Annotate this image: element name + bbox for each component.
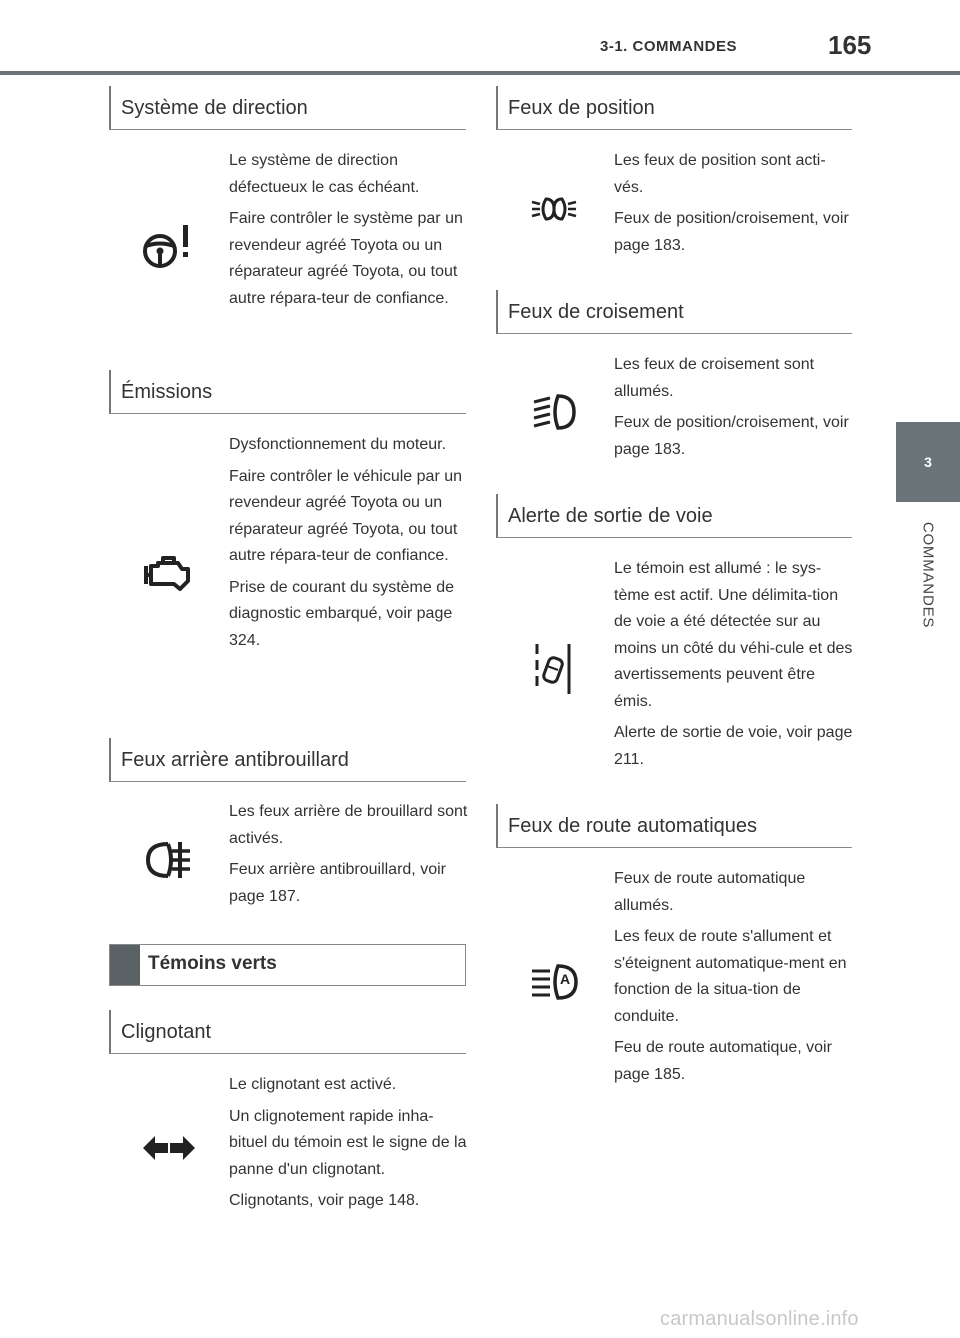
emissions-paragraph-2: Faire contrôler le véhicule par un revendeur agréé Toyota ou un réparateur agréé Toyota, ou tout autre répara-teur de confiance. [229, 467, 463, 564]
heading-turn-signal: Clignotant [109, 1010, 466, 1054]
section-title: 3-1. COMMANDES [600, 38, 738, 55]
emissions-paragraph-3: Prise de courant du système de diagnostic embarqué, voir page 324. [229, 578, 455, 649]
low-beam-paragraph-2: Feux de position/croisement, voir page 183. [614, 414, 849, 458]
rear-fog-light-icon [144, 840, 194, 880]
emissions-paragraph-1: Dysfonctionnement du moteur. [229, 436, 447, 453]
page-number: 165 [828, 30, 872, 60]
heading-low-beam: Feux de croisement [496, 290, 852, 334]
lane-departure-description [614, 556, 854, 778]
heading-lane-departure: Alerte de sortie de voie [496, 494, 852, 538]
rear-fog-paragraph-1: Les feux arrière de brouillard sont activés. [229, 803, 468, 847]
header-rule [0, 71, 960, 75]
position-lights-paragraph-2: Feux de position/croisement, voir page 183. [614, 210, 849, 254]
steering-paragraph-2: Faire contrôler le système par un revendeur agréé Toyota ou un réparateur agréé Toyota, ou tout autre répara-teur de confiance. [229, 210, 463, 307]
rear-fog-paragraph-2: Feux arrière antibrouillard, voir page 187. [229, 861, 446, 905]
heading-auto-high-beam: Feux de route automatiques [496, 804, 852, 848]
position-lights-paragraph-1: Les feux de position sont acti-vés. [614, 152, 826, 196]
turn-signal-description [229, 1072, 469, 1220]
turn-signal-paragraph-2: Un clignotement rapide inha-bituel du témoin est le signe de la panne d'un clignotant. [229, 1107, 467, 1178]
heading-steering: Système de direction [109, 86, 466, 130]
engine-icon [144, 556, 192, 592]
turn-signal-paragraph-1: Le clignotant est activé. [229, 1076, 397, 1093]
lane-departure-paragraph-1: Le témoin est allumé : le sys-tème est actif. Une délimita-tion de voie a été détectée sur au moins un côté du véhi-cule et des avertissements peuvent être émis. [614, 560, 853, 710]
lane-departure-paragraph-2: Alerte de sortie de voie, voir page 211. [614, 724, 853, 768]
heading-emissions: Émissions [109, 370, 466, 414]
low-beam-icon [530, 392, 578, 432]
auto-high-beam-paragraph-1: Feux de route automatique allumés. [614, 870, 806, 914]
turn-signal-arrows-icon [143, 1134, 195, 1162]
auto-high-beam-icon [530, 962, 578, 1002]
auto-high-beam-description [614, 866, 854, 1093]
steering-warning-icon [140, 225, 192, 273]
chapter-label: COMMANDES [919, 521, 937, 629]
low-beam-description [614, 352, 854, 468]
watermark: carmanualsonline.info [660, 1308, 859, 1330]
low-beam-paragraph-1: Les feux de croisement sont allumés. [614, 356, 815, 400]
green-indicators-title: Témoins verts [148, 953, 277, 974]
emissions-description [229, 432, 469, 659]
heading-green-indicators [109, 944, 466, 986]
rear-fog-description [229, 799, 469, 915]
heading-rear-fog: Feux arrière antibrouillard [109, 738, 466, 782]
heading-position-lights: Feux de position [496, 86, 852, 130]
position-lights-icon [530, 196, 578, 222]
steering-paragraph-1: Le système de direction défectueux le cas échéant. [229, 152, 420, 196]
block-marker [110, 945, 140, 985]
auto-high-beam-paragraph-2: Les feux de route s'allument et s'éteignent automatique-ment en fonction de la situa-tion de conduite. [614, 928, 847, 1025]
chapter-number: 3 [924, 454, 932, 470]
svg-text:A: A [560, 971, 571, 987]
chapter-tab [896, 422, 960, 502]
lane-departure-icon [533, 644, 573, 694]
position-lights-description [614, 148, 854, 264]
auto-high-beam-paragraph-3: Feu de route automatique, voir page 185. [614, 1039, 832, 1083]
turn-signal-paragraph-3: Clignotants, voir page 148. [229, 1192, 420, 1209]
steering-description [229, 148, 469, 317]
